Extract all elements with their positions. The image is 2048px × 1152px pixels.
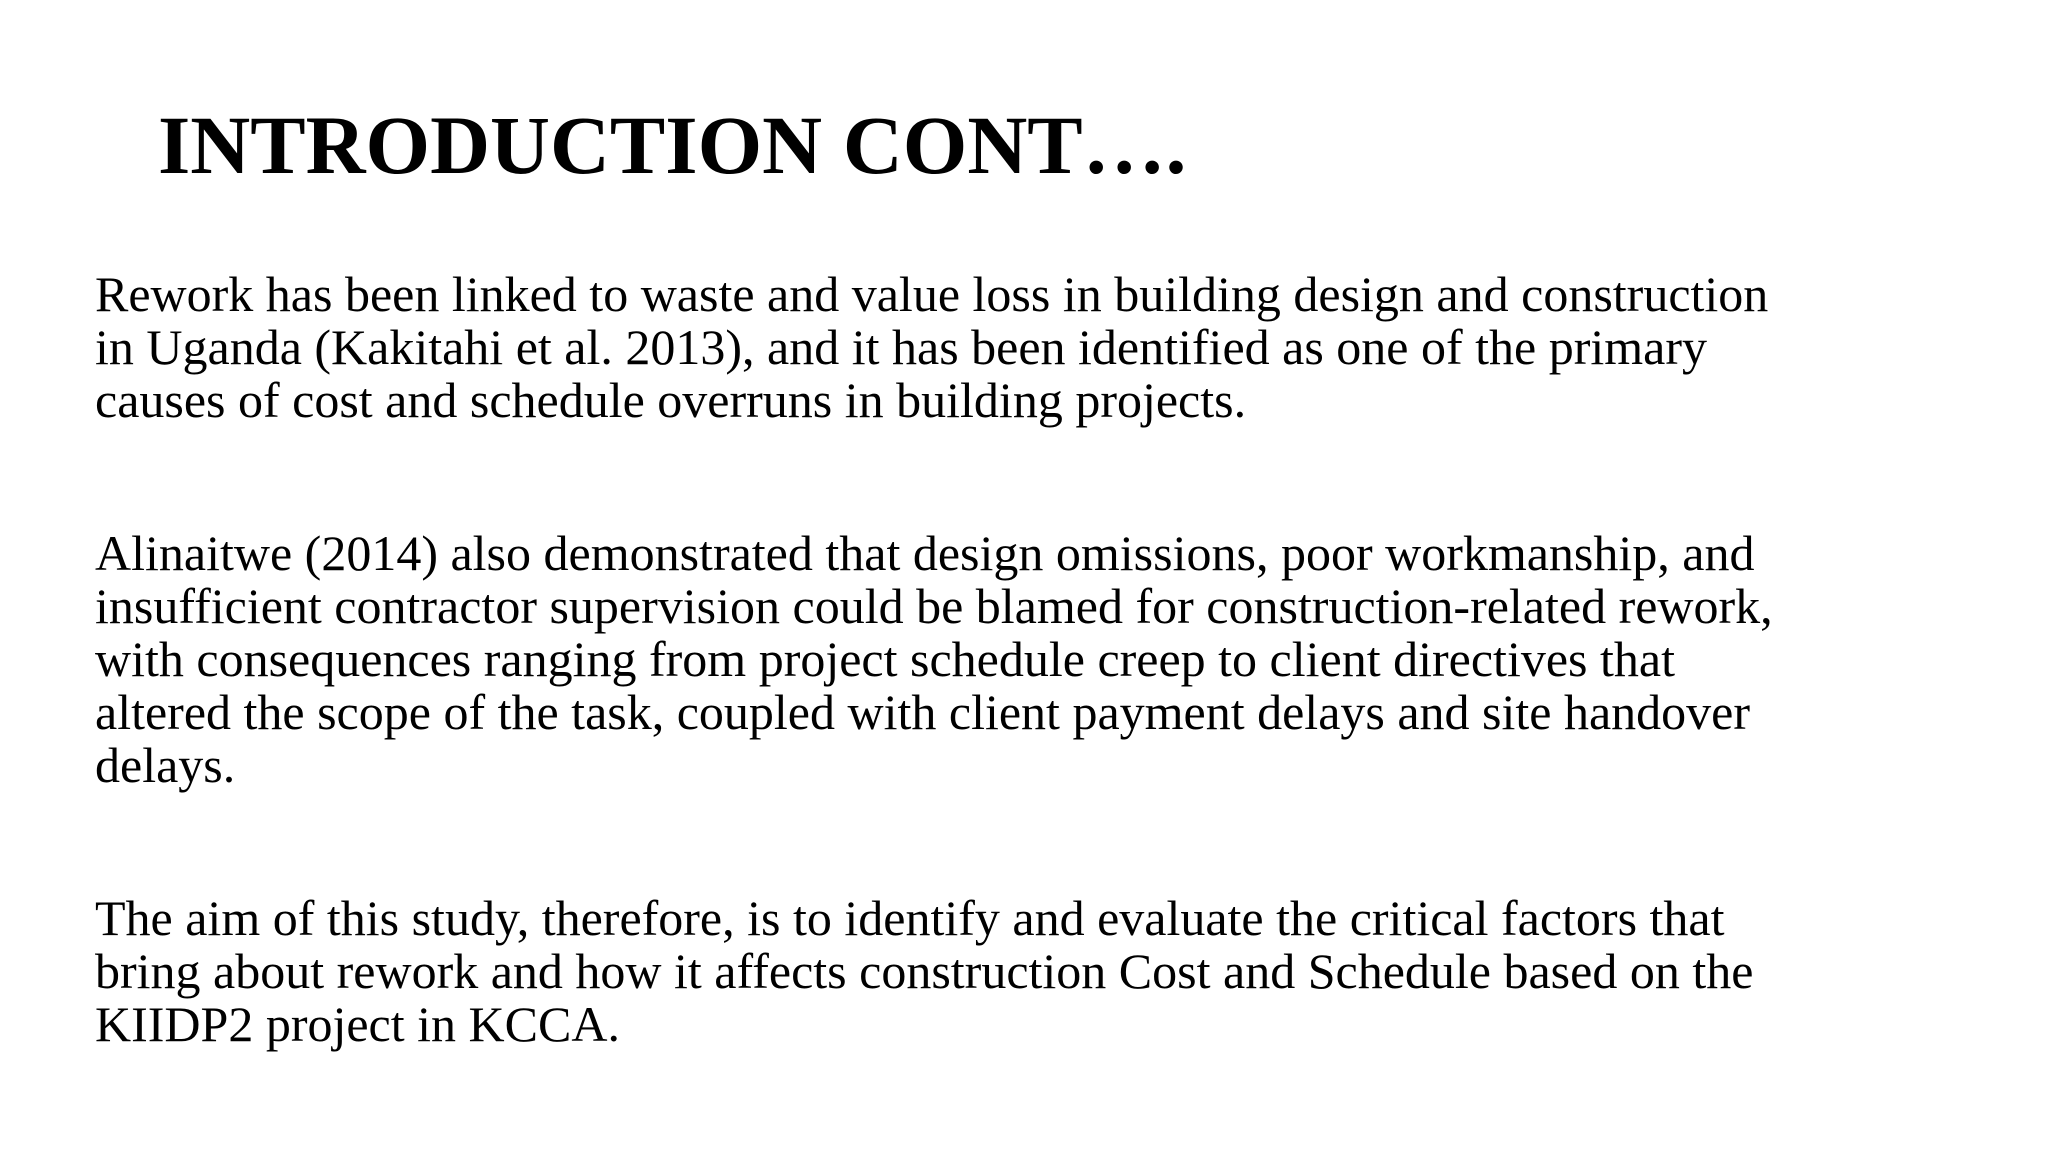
paragraph-line: bring about rework and how it affects construction Cost and Schedule based on the	[95, 943, 1754, 999]
slide-title: INTRODUCTION CONT….	[158, 99, 1187, 191]
paragraph-line: insufficient contractor supervision could be blamed for construction-related rework,	[95, 578, 1773, 634]
paragraph-line: causes of cost and schedule overruns in building projects.	[95, 372, 1247, 428]
slide-body	[95, 268, 1995, 1051]
paragraph-line: The aim of this study, therefore, is to identify and evaluate the critical factors that	[95, 890, 1725, 946]
paragraph-line: with consequences ranging from project schedule creep to client directives that	[95, 631, 1675, 687]
paragraph-line: in Uganda (Kakitahi et al. 2013), and it has been identified as one of the primary	[95, 319, 1707, 375]
paragraph-study-aim	[95, 892, 1995, 1051]
paragraph-line: delays.	[95, 737, 236, 793]
paragraph-line: Rework has been linked to waste and value loss in building design and construction	[95, 266, 1769, 322]
paragraph-line: KIIDP2 project in KCCA.	[95, 996, 620, 1052]
paragraph-alinaitwe	[95, 527, 1995, 792]
paragraph-line: Alinaitwe (2014) also demonstrated that design omissions, poor workmanship, and	[95, 525, 1755, 581]
paragraph-line: altered the scope of the task, coupled with client payment delays and site handover	[95, 684, 1751, 740]
paragraph-rework-linked	[95, 268, 1995, 427]
